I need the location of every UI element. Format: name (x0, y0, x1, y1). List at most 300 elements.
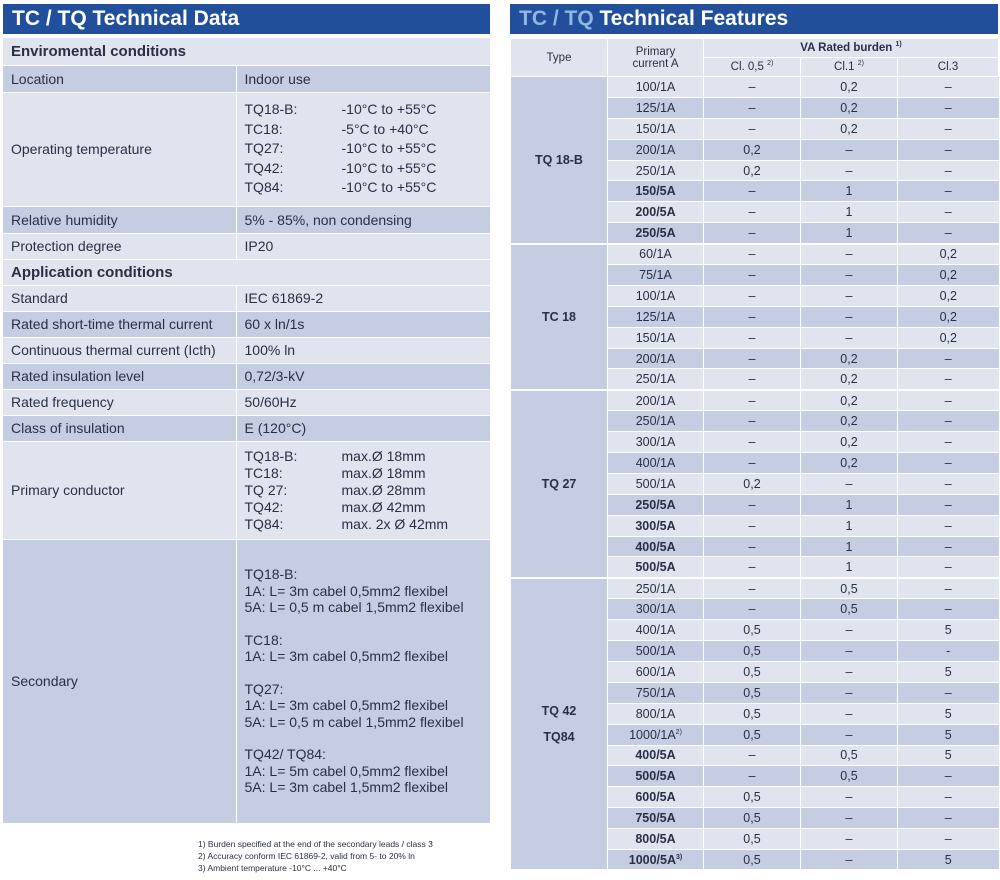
row-rated-insulation (3, 363, 490, 389)
cl05-cell: 0,5 (704, 849, 801, 870)
cl1-cell: 1 (801, 557, 898, 578)
secondary-line: 5A: L= 3m cabel 1,5mm2 flexibel (244, 779, 448, 796)
footnote-ref: 2) (857, 60, 864, 68)
primary-current-value: 750/5A (635, 811, 676, 826)
feature-row (511, 244, 999, 265)
cl1-cell: 0,2 (801, 390, 898, 411)
conductor-model: TC18: (244, 464, 283, 481)
cl3-cell: – (898, 411, 999, 432)
cl05-cell: – (704, 557, 801, 578)
feature-row (511, 390, 999, 411)
cl3-cell: – (898, 181, 999, 202)
row-value: 0,72/3-kV (236, 363, 490, 389)
primary-current-cell (608, 578, 704, 599)
left-panel-title (3, 4, 490, 34)
cl1-cell: 0,5 (801, 745, 898, 766)
primary-current-value: 400/1A (635, 623, 676, 638)
primary-current-value: 60/1A (639, 247, 672, 262)
cl05-cell: – (704, 494, 801, 515)
cl05-cell: 0,5 (704, 661, 801, 682)
primary-current-value: 400/1A (635, 455, 676, 470)
cl1-cell: 0,2 (801, 118, 898, 139)
cl3-cell: 0,2 (898, 244, 999, 265)
cl1-cell: – (801, 703, 898, 724)
primary-current-value: 250/1A (635, 163, 676, 178)
primary-current-value: 200/1A (635, 393, 676, 408)
cl05-cell: – (704, 327, 801, 348)
type-cell (511, 244, 608, 390)
primary-current-cell (608, 494, 704, 515)
cl05-cell: – (704, 97, 801, 118)
row-primary-conductor (3, 441, 490, 539)
primary-current-value: 250/5A (635, 497, 676, 512)
conductor-value: max. 2x Ø 42mm (341, 515, 449, 532)
row-label: Secondary (3, 539, 236, 823)
primary-current-cell (608, 766, 704, 787)
operating-temperature-list (245, 100, 491, 198)
secondary-block (245, 566, 491, 616)
cl05-cell: – (704, 766, 801, 787)
primary-current-cell (608, 829, 704, 850)
primary-current-cell (608, 557, 704, 578)
cl3-cell: – (898, 77, 999, 98)
cl3-cell: – (898, 139, 999, 160)
primary-current-cell (608, 641, 704, 662)
temp-range: -10°C to +55°C (341, 179, 437, 196)
cl3-cell: – (898, 557, 999, 578)
row-label: Operating temperature (3, 92, 236, 206)
primary-current-value: 300/1A (635, 435, 676, 450)
conductor-model: TQ84: (244, 515, 284, 532)
primary-current-cell (608, 265, 704, 286)
type-label: TQ 42 (541, 704, 577, 719)
secondary-line: 1A: L= 3m cabel 0,5mm2 flexibel (244, 648, 448, 665)
cl05-cell: – (704, 202, 801, 223)
primary-current-cell (608, 348, 704, 369)
primary-current-value: 250/1A (635, 581, 676, 596)
cl3-cell: – (898, 97, 999, 118)
primary-current-cell (608, 244, 704, 265)
cl3-cell: 0,2 (898, 285, 999, 306)
secondary-list (245, 566, 491, 796)
cl1-cell: – (801, 808, 898, 829)
primary-current-value: 1000/5A (628, 852, 677, 867)
type-label: TQ 27 (541, 476, 577, 491)
primary-current-value: 250/1A (635, 414, 676, 429)
header-va-rated-burden (704, 39, 999, 58)
header-type: Type (511, 39, 608, 77)
primary-current-value: 125/1A (635, 100, 676, 115)
secondary-line: 1A: L= 3m cabel 0,5mm2 flexibel (244, 697, 448, 714)
cl05-cell: 0,5 (704, 620, 801, 641)
conductor-value: max.Ø 42mm (341, 498, 426, 515)
title-suffix: Technical Features (593, 7, 789, 30)
primary-current-cell (608, 787, 704, 808)
cl3-cell: 5 (898, 724, 999, 745)
primary-current-cell (608, 682, 704, 703)
cl3-cell: – (898, 536, 999, 557)
cl3-cell: – (898, 118, 999, 139)
footnote: 1) Burden specified at the end of the secondary leads / class 3 (198, 839, 433, 849)
feature-row (511, 578, 999, 599)
primary-current-cell (608, 390, 704, 411)
cl05-cell: 0,5 (704, 641, 801, 662)
row-label: Relative humidity (3, 206, 236, 233)
primary-current-value: 800/5A (635, 832, 676, 846)
row-label: Location (3, 65, 236, 92)
row-location (3, 65, 490, 92)
primary-current-value: 150/1A (635, 121, 676, 136)
row-label: Class of insulation (3, 415, 236, 441)
secondary-model: TQ27: (244, 680, 284, 697)
primary-current-cell (608, 223, 704, 244)
temp-model: TQ27: (244, 140, 284, 157)
cl1-cell: – (801, 160, 898, 181)
secondary-model: TQ42/ TQ84: (244, 746, 326, 763)
cl05-cell: – (704, 223, 801, 244)
primary-current-cell (608, 703, 704, 724)
secondary-line: 5A: L= 0,5 m cabel 1,5mm2 flexibel (244, 713, 464, 730)
primary-current-cell (608, 202, 704, 223)
cl3-cell: – (898, 578, 999, 599)
primary-current-value: 75/1A (639, 267, 672, 282)
row-value: 5% - 85%, non condensing (236, 206, 490, 233)
primary-current-value: 750/1A (635, 685, 676, 700)
primary-current-cell (608, 808, 704, 829)
cl1-cell: – (801, 620, 898, 641)
primary-current-value: 300/5A (635, 518, 676, 533)
primary-current-cell (608, 599, 704, 620)
row-continuous-thermal (3, 337, 490, 363)
title-suffix: Technical Data (86, 7, 240, 30)
cl1-cell: – (801, 473, 898, 494)
cl1-cell: – (801, 724, 898, 745)
primary-current-cell (608, 515, 704, 536)
row-value: 60 x ln/1s (236, 311, 490, 337)
temp-model: TC18: (244, 120, 283, 137)
primary-current-value: 600/1A (635, 664, 676, 679)
row-label: Primary conductor (3, 441, 236, 539)
cl1-cell: – (801, 661, 898, 682)
primary-current-value: 500/5A (635, 769, 676, 784)
primary-current-cell (608, 661, 704, 682)
cl05-cell: – (704, 285, 801, 306)
temp-range: -10°C to +55°C (341, 101, 437, 118)
type-cell (511, 390, 608, 578)
row-standard (3, 285, 490, 311)
technical-data-table (3, 38, 490, 824)
primary-current-value: 200/5A (635, 205, 676, 220)
cl1-cell: 1 (801, 515, 898, 536)
cl3-cell: 5 (898, 661, 999, 682)
cl1-cell: 0,5 (801, 578, 898, 599)
cl05-cell: – (704, 745, 801, 766)
cl1-cell: 0,2 (801, 97, 898, 118)
primary-current-cell (608, 369, 704, 390)
secondary-block (245, 746, 491, 796)
primary-current-value: 150/5A (635, 184, 676, 199)
feature-row (511, 77, 999, 98)
cl3-cell: – (898, 599, 999, 620)
header-cl3: Cl.3 (898, 58, 999, 77)
row-value: IEC 61869-2 (236, 285, 490, 311)
cl05-cell: – (704, 348, 801, 369)
cl3-cell: 5 (898, 703, 999, 724)
primary-current-value: 500/1A (635, 476, 676, 491)
cl3-cell: – (898, 515, 999, 536)
primary-current-value: 200/1A (635, 351, 676, 366)
primary-current-cell (608, 473, 704, 494)
conductor-model: TQ 27: (244, 481, 288, 498)
header-primary-line: current A (632, 57, 679, 70)
primary-current-cell (608, 620, 704, 641)
cl1-cell: 0,5 (801, 766, 898, 787)
cl3-cell: 5 (898, 849, 999, 870)
cl3-cell: – (898, 369, 999, 390)
cl3-cell: 0,2 (898, 327, 999, 348)
primary-current-cell (608, 724, 704, 745)
title-prefix: TC / TQ (12, 7, 87, 30)
cl1-cell: – (801, 829, 898, 850)
cl1-cell: 0,2 (801, 432, 898, 453)
row-relative-humidity (3, 206, 490, 233)
primary-current-value: 400/5A (635, 539, 676, 554)
primary-current-cell (608, 849, 704, 870)
row-value: E (120°C) (236, 415, 490, 441)
primary-current-value: 200/1A (635, 142, 676, 157)
primary-current-cell (608, 411, 704, 432)
cl05-cell: 0,5 (704, 703, 801, 724)
cl1-cell: 0,2 (801, 453, 898, 474)
cl3-cell: – (898, 453, 999, 474)
temp-range: -5°C to +40°C (341, 120, 429, 137)
header-cl1 (801, 58, 898, 77)
cl05-cell: – (704, 265, 801, 286)
section-title: Application conditions (3, 259, 490, 285)
primary-current-value: 125/1A (635, 309, 676, 324)
primary-current-value: 800/1A (635, 706, 676, 721)
footnote-ref: 2) (767, 60, 774, 68)
cl05-cell: 0,5 (704, 787, 801, 808)
cl1-cell: 0,2 (801, 411, 898, 432)
primary-current-cell (608, 306, 704, 327)
cl1-cell: – (801, 327, 898, 348)
row-label: Rated short-time thermal current (3, 311, 236, 337)
secondary-line: 5A: L= 0,5 m cabel 1,5mm2 flexibel (244, 599, 464, 616)
primary-current-cell (608, 453, 704, 474)
footnotes (198, 838, 433, 874)
temp-model: TQ84: (244, 179, 284, 196)
cl1-cell: – (801, 244, 898, 265)
cl1-cell: 1 (801, 181, 898, 202)
footnote-ref: 3) (676, 853, 683, 861)
footnote: 3) Ambient temperature -10°C ... +40°C (198, 863, 347, 873)
primary-current-cell (608, 327, 704, 348)
primary-current-cell (608, 432, 704, 453)
cl3-cell: – (898, 682, 999, 703)
primary-conductor-list (245, 448, 491, 533)
primary-current-cell (608, 536, 704, 557)
cl3-cell: – (898, 432, 999, 453)
title-prefix: TC / TQ (519, 7, 594, 30)
row-value: Indoor use (236, 65, 490, 92)
temp-range: -10°C to +55°C (341, 159, 437, 176)
primary-current-value: 250/1A (635, 372, 676, 387)
cl05-cell: – (704, 369, 801, 390)
footnote: 2) Accuracy conform IEC 61869-2, valid from 5- to 20% ln (198, 851, 415, 861)
cl05-cell: – (704, 432, 801, 453)
temp-model: TQ42: (244, 159, 284, 176)
cl1-cell: 0,2 (801, 369, 898, 390)
row-value: 100% ln (236, 337, 490, 363)
footnote-ref: 2) (675, 728, 682, 736)
cl1-cell: – (801, 641, 898, 662)
cl3-cell: – (898, 766, 999, 787)
primary-current-cell (608, 160, 704, 181)
type-label: TC 18 (541, 309, 577, 324)
primary-current-value: 250/5A (635, 225, 676, 240)
cl1-cell: 0,2 (801, 77, 898, 98)
cl05-cell: – (704, 515, 801, 536)
cl05-cell: – (704, 578, 801, 599)
row-label: Rated insulation level (3, 363, 236, 389)
row-operating-temperature (3, 92, 490, 206)
header-cl05-label: Cl. 0,5 (730, 61, 764, 73)
cl3-cell: – (898, 829, 999, 850)
type-label: TQ84 (543, 730, 575, 745)
cl3-cell: – (898, 223, 999, 244)
conductor-model: TQ18-B: (244, 447, 298, 464)
cl05-cell: – (704, 306, 801, 327)
row-protection-degree (3, 233, 490, 259)
header-cl05 (704, 58, 801, 77)
type-cell (511, 77, 608, 244)
cl3-cell: 0,2 (898, 265, 999, 286)
cl05-cell: 0,2 (704, 139, 801, 160)
row-value: IP20 (236, 233, 490, 259)
primary-current-cell (608, 118, 704, 139)
header-primary-line: Primary (635, 45, 676, 58)
cl05-cell: 0,2 (704, 160, 801, 181)
right-panel-title (510, 4, 998, 34)
section-title: Enviromental conditions (3, 38, 490, 65)
primary-current-value: 400/5A (635, 748, 676, 763)
primary-current-value: 500/5A (635, 560, 676, 575)
cl3-cell: 5 (898, 620, 999, 641)
row-label: Continuous thermal current (Icth) (3, 337, 236, 363)
cl1-cell: – (801, 306, 898, 327)
section-header-env (3, 38, 490, 65)
cl3-cell: – (898, 390, 999, 411)
primary-current-value: 300/1A (635, 602, 676, 617)
primary-current-cell (608, 285, 704, 306)
cl1-cell: 1 (801, 494, 898, 515)
row-rated-frequency (3, 389, 490, 415)
cl1-cell: – (801, 139, 898, 160)
cl1-cell: 1 (801, 536, 898, 557)
cl3-cell: – (898, 494, 999, 515)
cl05-cell: 0,2 (704, 473, 801, 494)
primary-current-cell (608, 745, 704, 766)
primary-current-value: 100/1A (635, 288, 676, 303)
cl1-cell: 1 (801, 223, 898, 244)
cl05-cell: – (704, 536, 801, 557)
primary-current-value: 500/1A (635, 643, 676, 658)
header-va-label: VA Rated burden (800, 42, 893, 54)
footnote-ref: 1) (895, 41, 902, 49)
temp-model: TQ18-B: (244, 101, 298, 118)
primary-current-cell (608, 181, 704, 202)
cl3-cell: – (898, 202, 999, 223)
cl05-cell: – (704, 181, 801, 202)
row-rated-short-time (3, 311, 490, 337)
row-secondary (3, 539, 490, 823)
cl3-cell: 0,2 (898, 306, 999, 327)
cl1-cell: – (801, 285, 898, 306)
secondary-block (245, 681, 491, 731)
row-class-insulation (3, 415, 490, 441)
cl05-cell: – (704, 599, 801, 620)
row-value: 50/60Hz (236, 389, 490, 415)
cl1-cell: 1 (801, 202, 898, 223)
primary-current-value: 100/1A (635, 79, 676, 94)
secondary-model: TQ18-B: (244, 566, 298, 583)
cl1-cell: – (801, 849, 898, 870)
type-label: TQ 18-B (535, 152, 583, 167)
cl1-cell: 0,5 (801, 599, 898, 620)
cl3-cell: – (898, 160, 999, 181)
technical-features-table (510, 38, 999, 871)
cl05-cell: – (704, 390, 801, 411)
cl05-cell: – (704, 118, 801, 139)
cl1-cell: – (801, 682, 898, 703)
primary-current-cell (608, 77, 704, 98)
cl3-cell: – (898, 808, 999, 829)
cl3-cell: – (898, 787, 999, 808)
cl3-cell: – (898, 348, 999, 369)
secondary-model: TC18: (244, 631, 283, 648)
cl3-cell: 5 (898, 745, 999, 766)
conductor-value: max.Ø 18mm (341, 464, 426, 481)
secondary-line: 1A: L= 3m cabel 0,5mm2 flexibel (244, 582, 448, 599)
temp-range: -10°C to +55°C (341, 140, 437, 157)
cl1-cell: – (801, 787, 898, 808)
cl1-cell: – (801, 265, 898, 286)
cl05-cell: – (704, 244, 801, 265)
primary-current-cell (608, 97, 704, 118)
header-cl1-label: Cl.1 (834, 61, 855, 73)
cl05-cell: 0,5 (704, 808, 801, 829)
primary-current-value: 600/5A (635, 790, 676, 805)
conductor-value: max.Ø 18mm (341, 447, 426, 464)
secondary-line: 1A: L= 5m cabel 0,5mm2 flexibel (244, 762, 448, 779)
conductor-value: max.Ø 28mm (341, 481, 426, 498)
cl05-cell: – (704, 77, 801, 98)
cl05-cell: 0,5 (704, 682, 801, 703)
type-cell (511, 578, 608, 870)
cl3-cell: – (898, 473, 999, 494)
row-label: Rated frequency (3, 389, 236, 415)
header-row-1 (511, 39, 999, 58)
cl3-cell: - (898, 641, 999, 662)
header-primary-current (608, 39, 704, 77)
section-header-app (3, 259, 490, 285)
conductor-model: TQ42: (244, 498, 284, 515)
cl05-cell: – (704, 453, 801, 474)
features-body (511, 77, 999, 871)
row-label: Standard (3, 285, 236, 311)
cl05-cell: 0,5 (704, 724, 801, 745)
